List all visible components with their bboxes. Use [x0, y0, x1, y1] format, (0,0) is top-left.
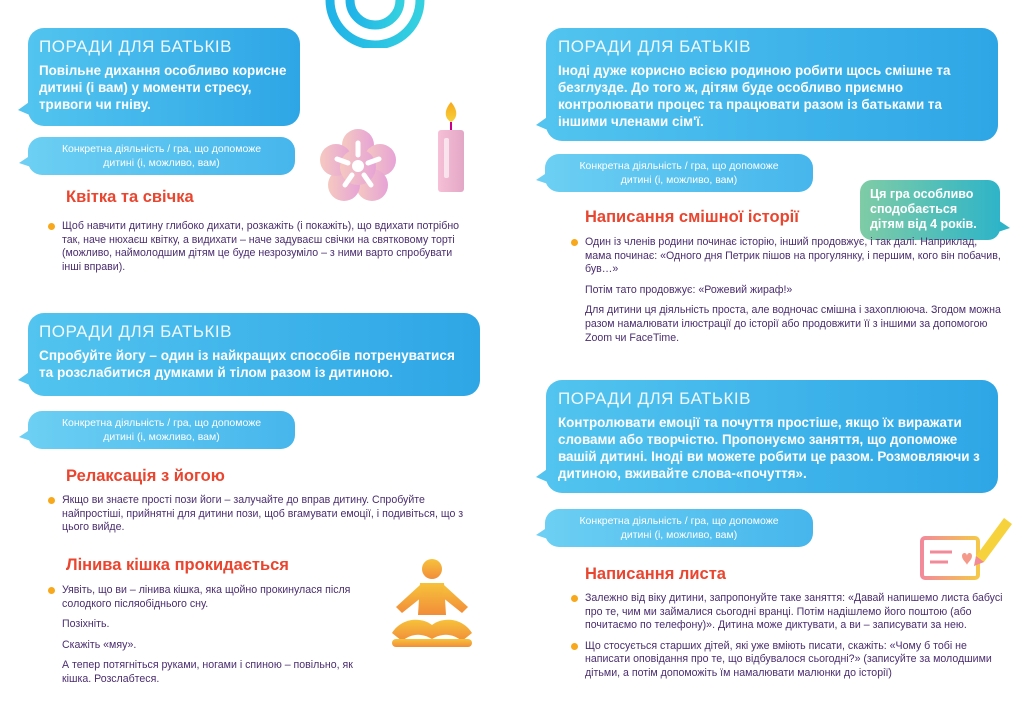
flower-icon — [312, 125, 404, 205]
activity-text — [62, 494, 472, 535]
paragraph: Залежно від віку дитини, запропонуйте таке заняття: «Давай напишемо листа бабусі про те, чим ми займалися сьогодні вранці. Потім надішлемо його поштою (або почитаємо по телефону)». Дитина може диктувати, а ви – записувати за нею. — [585, 592, 1003, 632]
activity-label — [28, 137, 295, 175]
activity-label-line2: дитині (і, можливо, вам) — [620, 528, 738, 541]
activity-title-yoga: Релаксація з йогою — [66, 467, 225, 485]
activity-text — [62, 584, 372, 694]
parent-tip-letter — [546, 380, 998, 493]
bullet-icon — [571, 643, 578, 650]
parent-tip-breathing — [28, 28, 300, 126]
bullet-icon — [48, 223, 55, 230]
bullet-text: Якщо ви знаєте прості пози йоги – залучайте до вправ дитину. Спробуйте найпростіші, прийнятні для дитини пози, щоб вгамувати емоції, і подивіться, що з цього вийде. — [62, 494, 464, 534]
yoga-person-icon — [382, 555, 482, 655]
activity-title-lazy-cat: Лінива кішка прокидається — [66, 556, 289, 574]
activity-label — [545, 154, 813, 192]
activity-label — [545, 509, 813, 547]
activity-label-line1: Конкретна діяльність / гра, що допоможе — [61, 417, 262, 429]
activity-label-line2: дитині (і, можливо, вам) — [103, 156, 220, 169]
paragraph: А тепер потягніться руками, ногами і спиною – повільно, як кішка. Розслабтеся. — [62, 659, 353, 685]
activity-label-line2: дитині (і, можливо, вам) — [620, 173, 738, 186]
tip-body: Спробуйте йогу – один із найкращих способів потренуватися та розслабитися думками й тілом разом із дитиною. — [39, 348, 455, 380]
tip-body: Повільне дихання особливо корисне дитині (і вам) у моменти стресу, тривоги чи гніву. — [39, 63, 287, 112]
tip-body: Іноді дуже корисно всією родиною робити щось смішне та безглузде. До того ж, дітям буде особливо приємно контролювати процес та працювати разом із батьками та іншими членами сім'ї. — [558, 63, 951, 129]
age-badge: Ця гра особливо сподобається дітям від 4 років. — [860, 180, 1000, 240]
paragraph: Що стосується старших дітей, які уже вміють писати, скажіть: «Чому б тобі не написати оповідання про те, що відбувалося сьогодні?» (записуйте за молодшими дітьми, а потім допоможіть їм намалювати малюнки до історії) — [585, 639, 992, 679]
activity-label-line1: Конкретна діяльність / гра, що допоможе — [61, 143, 262, 155]
letter-pencil-icon — [918, 508, 1013, 588]
target-rings-icon — [325, 0, 425, 48]
paragraph: Для дитини ця діяльність проста, але водночас смішна і захоплююча. Згодом можна разом намалювати ілюстрації до історії або продовжити її з іншими за допомогою Zoom чи FaceTime. — [585, 304, 1001, 344]
activity-title-funny-story: Написання смішної історії — [585, 208, 799, 226]
parent-tip-yoga — [28, 313, 480, 396]
paragraph: Уявіть, що ви – лінива кішка, яка щойно прокинулася після солодкого післяобіднього сну. — [62, 584, 351, 610]
bullet-icon — [48, 587, 55, 594]
activity-label-line1: Конкретна діяльність / гра, що допоможе — [579, 160, 779, 172]
tip-body: Контролювати емоції та почуття простіше, якщо їх виражати словами або творчістю. Пропонуємо заняття, що допоможе вашій дитині. Іноді ви можете робити це разом. Розмовляючи з дитиною, вживайте слова-«почуття». — [558, 415, 980, 481]
bullet-icon — [48, 497, 55, 504]
activity-text — [585, 592, 1005, 688]
parent-tip-funny-story — [546, 28, 998, 141]
paragraph: Один із членів родини починає історію, інший продовжує, і так далі. Наприклад, мама починає: «Одного дня Петрик пішов на прогулянку, і першим, кого він побачив, був…» — [585, 236, 1001, 276]
paragraph: Скажіть «мяу». — [62, 638, 137, 651]
tip-heading: ПОРАДИ ДЛЯ БАТЬКІВ — [558, 37, 751, 56]
tip-heading: ПОРАДИ ДЛЯ БАТЬКІВ — [558, 389, 751, 408]
tip-heading: ПОРАДИ ДЛЯ БАТЬКІВ — [39, 322, 232, 341]
activity-label — [28, 411, 295, 449]
candle-icon — [430, 100, 472, 195]
paragraph: Потім тато продовжує: «Рожевий жираф!» — [585, 283, 793, 296]
activity-label-line1: Конкретна діяльність / гра, що допоможе — [579, 515, 779, 527]
tip-heading: ПОРАДИ ДЛЯ БАТЬКІВ — [39, 37, 232, 56]
activity-text — [585, 236, 1005, 352]
bullet-icon — [571, 239, 578, 246]
activity-title-flower-candle: Квітка та свічка — [66, 188, 194, 206]
bullet-text: Щоб навчити дитину глибоко дихати, розкажіть (і покажіть), що вдихати потрібно так, наче нюхаєш квітку, а видихати – наче задуваєш свічки на святковому торті (можливо, наймолодшим дітям це буде незрозуміло – з ними варто спробувати інші вправи). — [62, 220, 460, 273]
activity-title-letter: Написання листа — [585, 565, 726, 583]
bullet-icon — [571, 595, 578, 602]
paragraph: Позіхніть. — [62, 618, 110, 631]
activity-label-line2: дитині (і, можливо, вам) — [103, 430, 220, 443]
activity-text — [62, 220, 462, 274]
